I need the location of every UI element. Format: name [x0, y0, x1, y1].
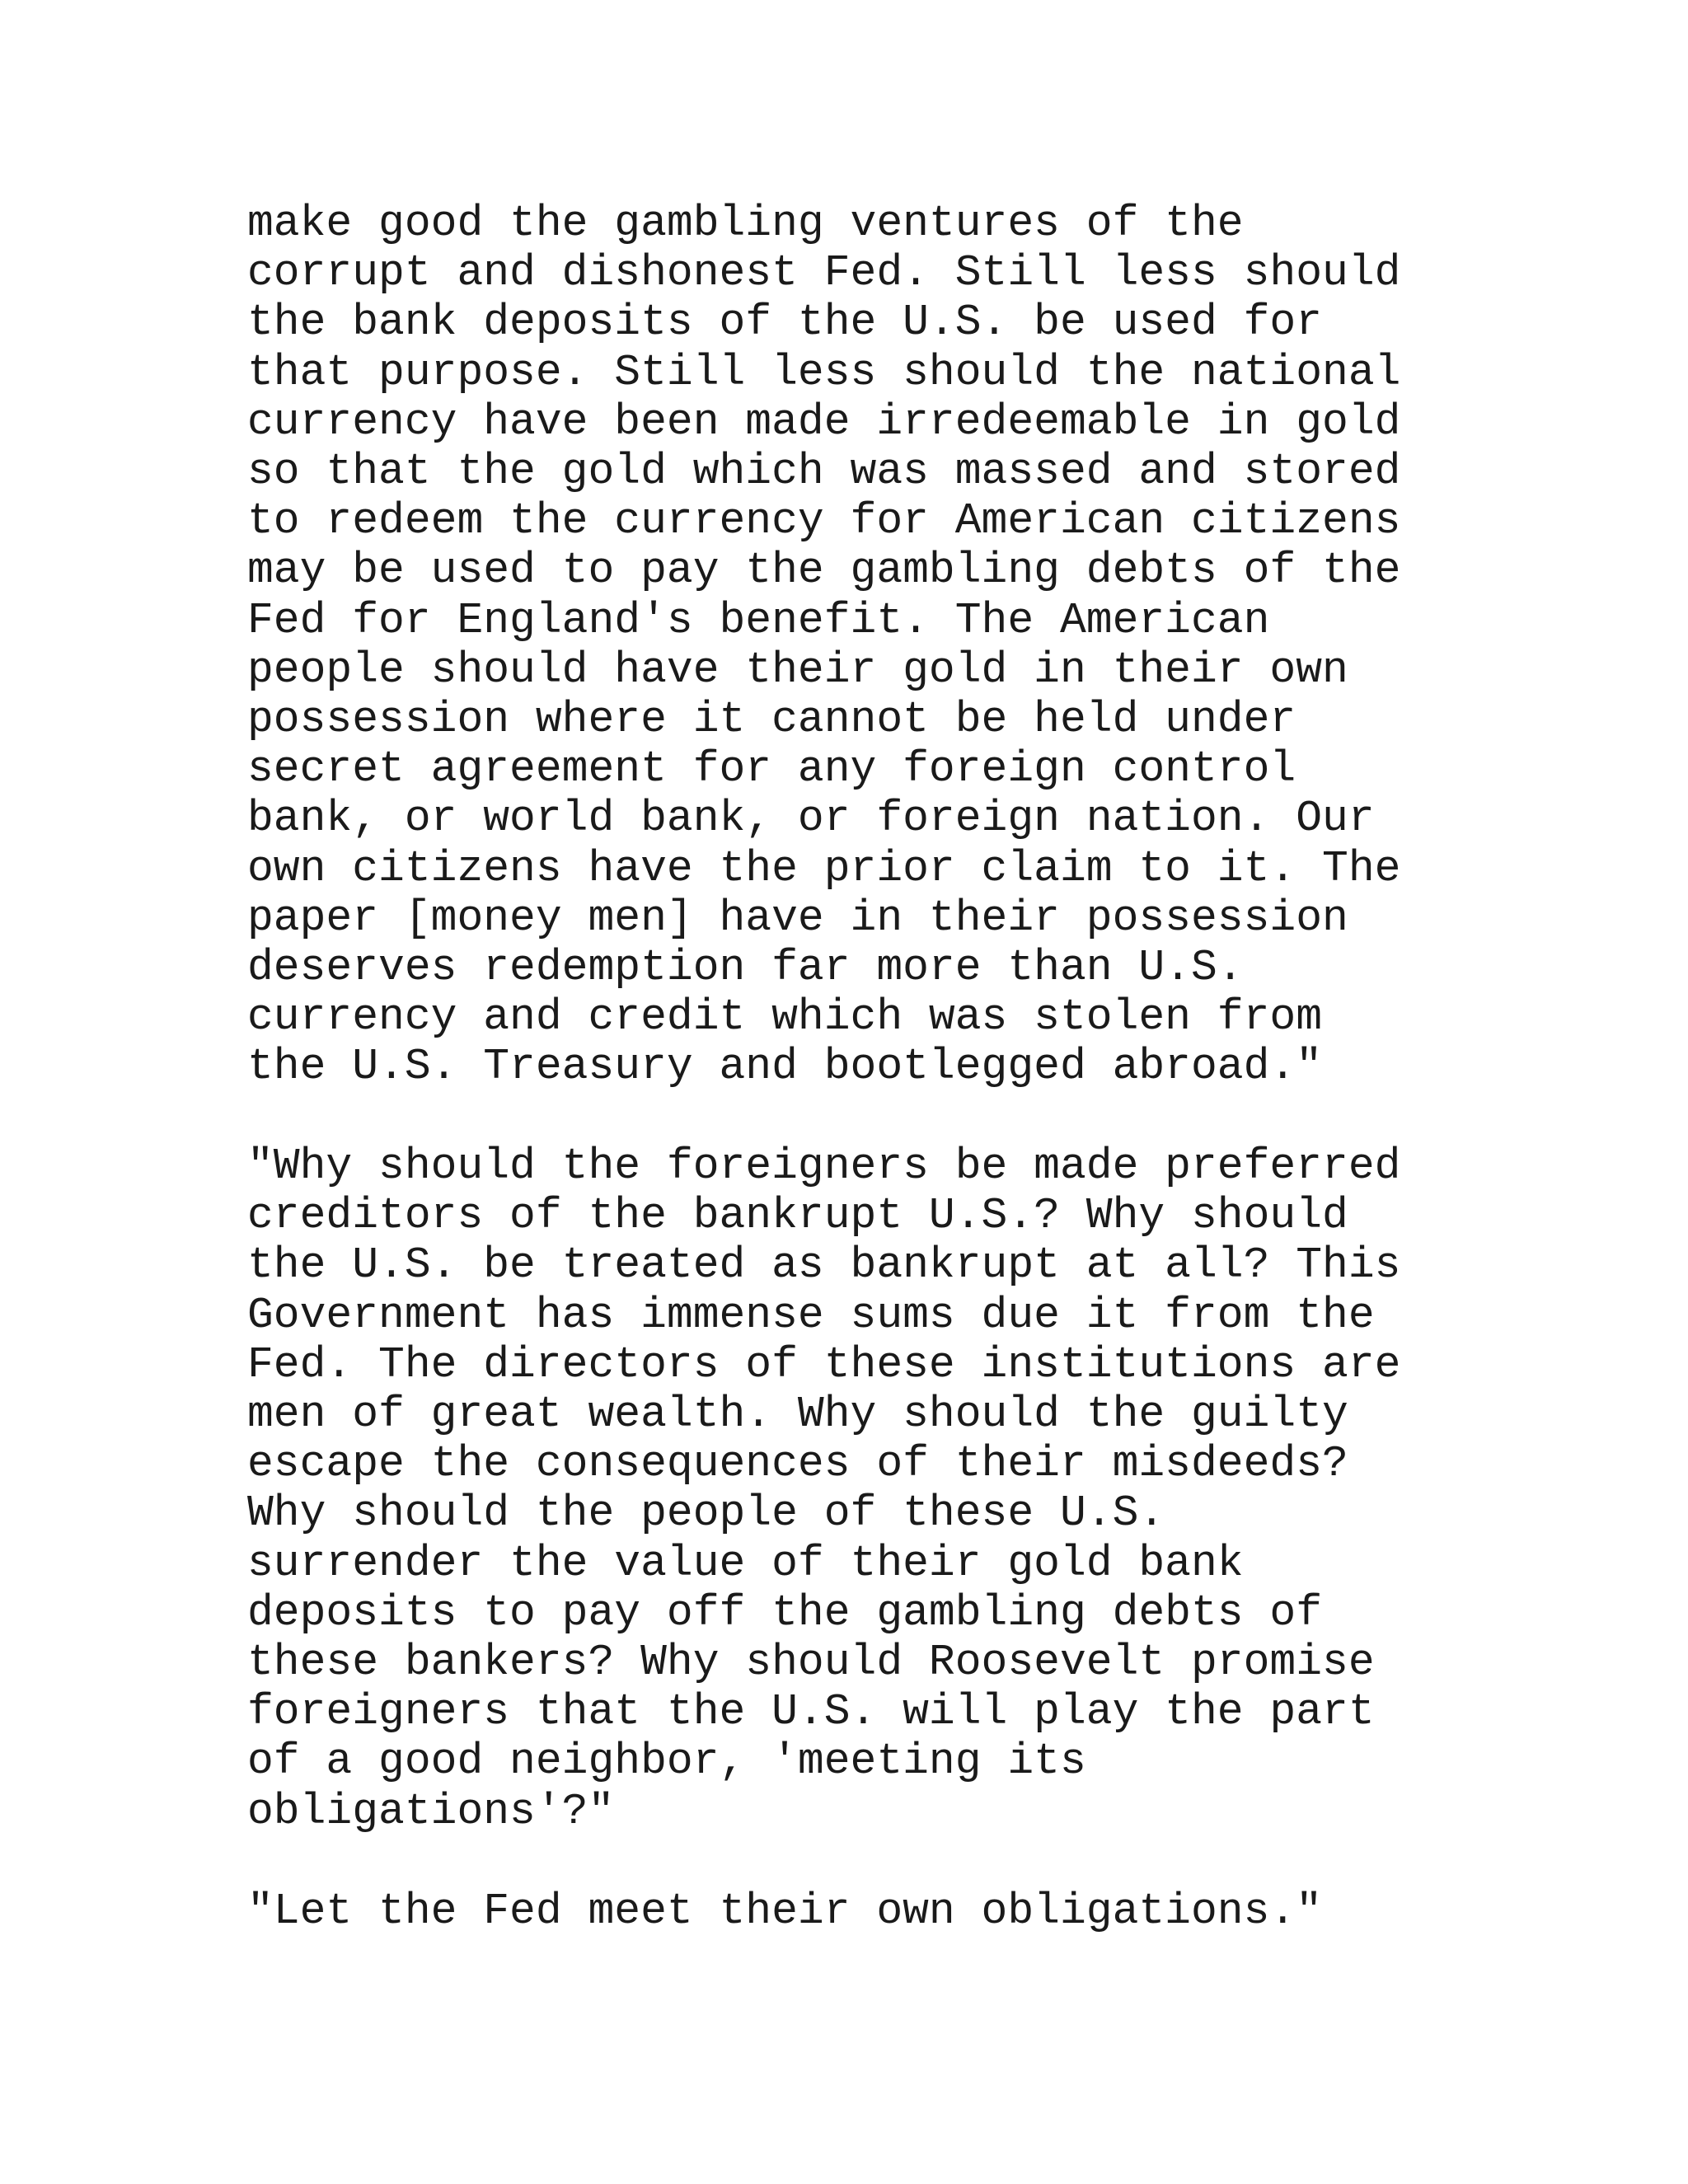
text-line: deserves redemption far more than U.S. — [247, 943, 1244, 993]
text-line: may be used to pay the gambling debts of the — [247, 546, 1401, 596]
text-line: these bankers? Why should Roosevelt promise — [247, 1638, 1375, 1688]
text-line: people should have their gold in their own — [247, 644, 1348, 695]
text-line: foreigners that the U.S. will play the part — [247, 1687, 1375, 1737]
text-line: the U.S. Treasury and bootlegged abroad." — [247, 1042, 1323, 1092]
text-line: "Let the Fed meet their own obligations." — [247, 1886, 1323, 1936]
text-line: Fed for England's benefit. The American — [247, 595, 1270, 645]
text-line: possession where it cannot be held under — [247, 695, 1296, 745]
text-line: escape the consequences of their misdeeds? — [247, 1439, 1348, 1489]
text-line: currency and credit which was stolen from — [247, 992, 1323, 1043]
text-line: of a good neighbor, 'meeting its — [247, 1736, 1086, 1787]
text-line: so that the gold which was massed and stored — [247, 447, 1401, 497]
text-line: Fed. The directors of these institutions are — [247, 1339, 1401, 1390]
text-line: to redeem the currency for American citizens — [247, 496, 1401, 546]
text-line: "Why should the foreigners be made preferred — [247, 1141, 1401, 1191]
text-line: bank, or world bank, or foreign nation. Our — [247, 794, 1375, 844]
paragraph-3 — [247, 1886, 1665, 1936]
text-line: own citizens have the prior claim to it. The — [247, 843, 1401, 893]
text-line: surrender the value of their gold bank — [247, 1538, 1244, 1588]
text-line: Why should the people of these U.S. — [247, 1488, 1165, 1539]
text-line: creditors of the bankrupt U.S.? Why should — [247, 1191, 1348, 1241]
text-line: that purpose. Still less should the national — [247, 347, 1401, 397]
paragraph-1 — [247, 199, 1665, 1092]
text-line: corrupt and dishonest Fed. Still less should — [247, 248, 1401, 298]
text-line: the bank deposits of the U.S. be used for — [247, 298, 1323, 348]
text-line: men of great wealth. Why should the guilty — [247, 1390, 1348, 1440]
paragraph-2 — [247, 1141, 1665, 1836]
text-line: the U.S. be treated as bankrupt at all? This — [247, 1240, 1401, 1291]
text-line: currency have been made irredeemable in gold — [247, 396, 1401, 447]
text-line: make good the gambling ventures of the — [247, 199, 1244, 248]
text-line: Government has immense sums due it from the — [247, 1290, 1375, 1340]
text-line: deposits to pay off the gambling debts of — [247, 1587, 1323, 1638]
text-line: paper [money men] have in their possession — [247, 893, 1348, 943]
text-line: secret agreement for any foreign control — [247, 744, 1296, 794]
text-line: obligations'?" — [247, 1786, 615, 1836]
